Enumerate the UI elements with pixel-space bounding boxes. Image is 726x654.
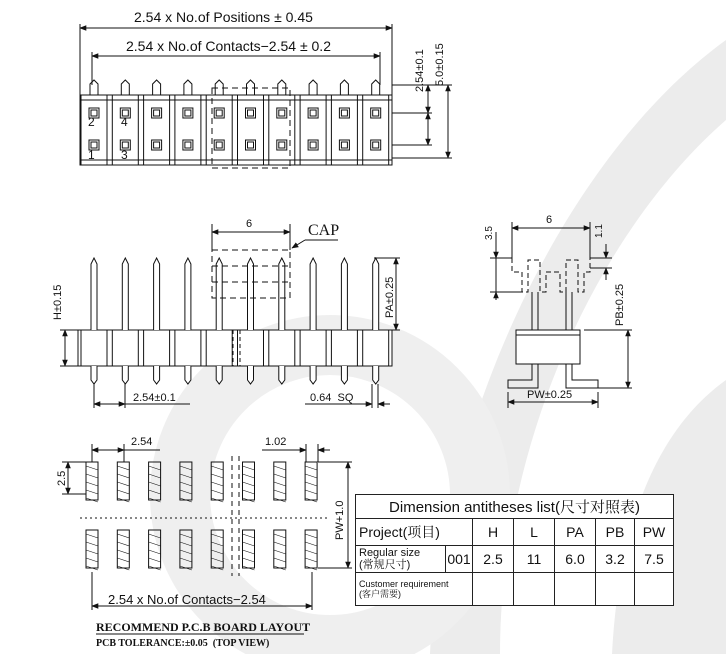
header-pw: PW: [635, 519, 674, 546]
side-view-pin-upper: [279, 258, 285, 330]
top-view-pad-lower-inner: [279, 142, 285, 148]
customer-cell: [635, 573, 674, 606]
pcb-pad-hatch: [274, 466, 286, 470]
pcb-pad-hatch: [117, 542, 129, 546]
pcb-total-label: 2.54 x No.of Contacts−2.54: [108, 592, 266, 607]
top-view-pin-cell: [269, 95, 295, 165]
pcb-pad-hatch: [86, 474, 98, 478]
top-view-pin-cell: [238, 95, 264, 165]
side-view-pin-upper: [248, 258, 254, 330]
pcb-pad-hatch: [274, 482, 286, 486]
header-pa: PA: [555, 519, 596, 546]
side-view-pin-upper: [216, 258, 222, 330]
top-view-pad-lower-inner: [373, 142, 379, 148]
pcb-pad-hatch: [211, 474, 223, 478]
top-view-pad-lower-inner: [248, 142, 254, 148]
side-view-pin-upper: [122, 258, 128, 330]
side-view-pin-upper: [373, 258, 379, 330]
regular-size-label: Regular size (常规尺寸): [356, 546, 446, 573]
value-pa: 6.0: [555, 546, 596, 573]
dimension-table: [355, 494, 674, 606]
pcb-pad-hatch: [211, 490, 223, 494]
pcb-pad-hatch: [274, 558, 286, 562]
pcb-pad-hatch: [149, 558, 161, 562]
pin-number-3: 3: [121, 148, 128, 162]
side-cap-width-label: 6: [246, 218, 253, 230]
pcb-pad-hatch: [117, 482, 129, 486]
pcb-tolerance-note: PCB TOLERANCE:±0.05 (TOP VIEW): [96, 638, 270, 649]
pcb-pad-hatch: [243, 474, 255, 478]
pcb-pad-length-label: 2.5: [56, 470, 68, 486]
header-pb: PB: [596, 519, 635, 546]
pcb-pad-hatch: [86, 490, 98, 494]
customer-cell: [555, 573, 596, 606]
pcb-pad-hatch: [117, 558, 129, 562]
side-view-pin-upper: [91, 258, 97, 330]
pin-number-2: 2: [88, 115, 95, 129]
pin-size-label: 0.64 SQ: [310, 392, 354, 404]
top-view-pad-upper-inner: [216, 110, 222, 116]
top-view-pad-upper-inner: [279, 110, 285, 116]
pcb-pad-hatch: [117, 466, 129, 470]
top-view-pad-upper-inner: [248, 110, 254, 116]
pcb-pad-hatch: [243, 482, 255, 486]
pcb-pad-hatch: [274, 542, 286, 546]
pcb-pad-hatch: [305, 534, 317, 538]
pcb-pad-hatch: [86, 550, 98, 554]
top-view-pin-tip: [121, 80, 129, 95]
end-cap-height-label: 3.5: [484, 226, 495, 240]
top-view-pin-cell: [175, 95, 201, 165]
side-view-pin-lower: [216, 366, 222, 384]
pcb-pad-hatch: [305, 542, 317, 546]
dim-pb-label: PB±0.25: [614, 283, 626, 326]
pcb-pad-hatch: [305, 466, 317, 470]
pcb-pad-hatch: [117, 550, 129, 554]
side-view-pin-lower: [91, 366, 97, 384]
value-pw: 7.5: [635, 546, 674, 573]
pcb-pad-hatch: [149, 550, 161, 554]
side-view-pin-lower: [122, 366, 128, 384]
end-top-gap-label: 1.1: [594, 224, 605, 238]
pcb-pad-hatch: [86, 534, 98, 538]
value-pb: 3.2: [596, 546, 635, 573]
side-view-pin-lower: [154, 366, 160, 384]
pcb-pitch-label: 2.54: [131, 436, 153, 448]
top-view-pad-lower-inner: [185, 142, 191, 148]
top-view-pad-upper-inner: [341, 110, 347, 116]
side-view-pin-lower: [185, 366, 191, 384]
pcb-pad-hatch: [117, 534, 129, 538]
pcb-pad-hatch: [274, 490, 286, 494]
side-view-pin-lower: [341, 366, 347, 384]
regular-code: 001: [446, 546, 473, 573]
side-view-pin-lower: [248, 366, 254, 384]
top-view-pad-lower-inner: [216, 142, 222, 148]
side-view-pin-upper: [154, 258, 160, 330]
pcb-pad-hatch: [86, 466, 98, 470]
pcb-layout-title: RECOMMEND P.C.B BOARD LAYOUT: [96, 620, 311, 634]
pcb-pad-hatch: [274, 474, 286, 478]
header-l: L: [514, 519, 555, 546]
pcb-pad-width-label: 1.02: [265, 436, 287, 448]
dim-row-pitch-label: 5.0±0.15: [434, 43, 446, 86]
pcb-pad-hatch: [305, 490, 317, 494]
pcb-pad-hatch: [211, 482, 223, 486]
side-view-pin-upper: [310, 258, 316, 330]
dimension-table-title: Dimension antitheses list(尺寸对照表): [356, 495, 674, 519]
side-view-insulator: [78, 330, 392, 366]
top-view-pad-lower-inner: [341, 142, 347, 148]
dim-height-label: H±0.15: [52, 284, 64, 320]
dim-contacts-label: 2.54 x No.of Contacts−2.54 ± 0.2: [126, 38, 331, 54]
customer-requirement-label: Customer requirement (客户需要): [356, 573, 473, 606]
pcb-pad-hatch: [86, 542, 98, 546]
top-view-pad-upper-inner: [185, 110, 191, 116]
dim-positions-label: 2.54 x No.of Positions ± 0.45: [134, 9, 313, 25]
top-view-pad-upper-inner: [310, 110, 316, 116]
customer-cell: [514, 573, 555, 606]
side-view-pin-upper: [341, 258, 347, 330]
end-cap-width-label: 6: [546, 214, 553, 226]
customer-cell: [596, 573, 635, 606]
pcb-pad-hatch: [86, 482, 98, 486]
pcb-pad-hatch: [305, 558, 317, 562]
pcb-pad-hatch: [274, 550, 286, 554]
dim-pad-offset-label: 2.54±0.1: [414, 49, 426, 92]
pin-number-1: 1: [88, 148, 95, 162]
side-view-pin-lower: [310, 366, 316, 384]
pcb-pad-hatch: [305, 550, 317, 554]
side-view-pin-lower: [373, 366, 379, 384]
customer-cell: [473, 573, 514, 606]
pcb-pad-hatch: [243, 550, 255, 554]
header-project: Project(项目): [356, 519, 473, 546]
pcb-row-spacing-label: PW+1.0: [334, 500, 346, 540]
top-view-pin-cell: [300, 95, 326, 165]
pcb-pad-hatch: [243, 466, 255, 470]
top-view-pin-tip: [340, 80, 348, 95]
pin-number-4: 4: [121, 115, 128, 129]
dim-pa-label: PA±0.25: [384, 276, 396, 318]
top-view-pin-cell: [206, 95, 232, 165]
side-view-pin-upper: [185, 258, 191, 330]
top-view-pin-tip: [184, 80, 192, 95]
top-view-pin-cell: [331, 95, 357, 165]
cap-label: CAP: [308, 222, 340, 239]
top-view-pin-cell: [363, 95, 389, 165]
dim-pw-label: PW±0.25: [527, 389, 573, 401]
top-view-pad-lower-inner: [310, 142, 316, 148]
pcb-pad-hatch: [117, 474, 129, 478]
pcb-pad-hatch: [86, 558, 98, 562]
header-h: H: [473, 519, 514, 546]
pcb-pad-hatch: [243, 542, 255, 546]
side-view-pin-lower: [279, 366, 285, 384]
value-h: 2.5: [473, 546, 514, 573]
top-view-pad-upper-inner: [373, 110, 379, 116]
pcb-pad-hatch: [243, 558, 255, 562]
top-view-pad-upper-inner: [154, 110, 160, 116]
top-view-pin-tip: [372, 80, 380, 95]
side-pitch-label: 2.54±0.1: [133, 392, 176, 404]
pcb-pad-hatch: [243, 534, 255, 538]
pcb-pad-hatch: [243, 490, 255, 494]
pcb-pad-hatch: [305, 474, 317, 478]
pcb-pad-hatch: [274, 534, 286, 538]
top-view-pin-tip: [309, 80, 317, 95]
top-view-pin-cell: [144, 95, 170, 165]
cap-leader: [292, 240, 305, 248]
pcb-pad-hatch: [117, 490, 129, 494]
top-view-pin-tip: [90, 80, 98, 95]
pcb-pad-hatch: [305, 482, 317, 486]
value-l: 11: [514, 546, 555, 573]
top-view-pad-lower-inner: [154, 142, 160, 148]
top-view-pin-tip: [153, 80, 161, 95]
